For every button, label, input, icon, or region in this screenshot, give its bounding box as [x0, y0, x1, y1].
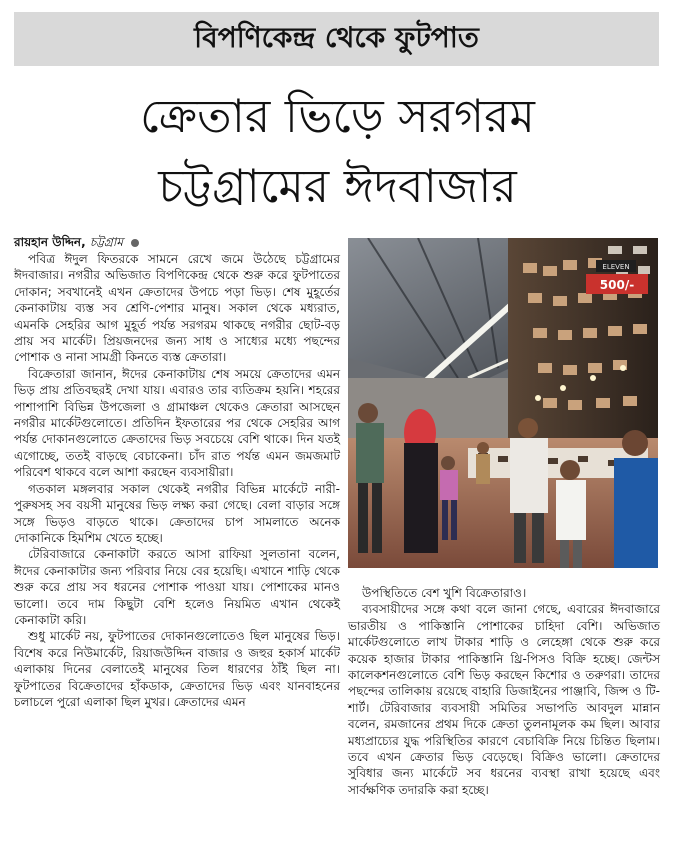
- kicker-banner: [14, 12, 659, 66]
- paragraph: গতকাল মঙ্গলবার সকাল থেকেই নগরীর বিভিন্ন মার্কেটে নারী-পুরুষসহ সব বয়সী মানুষের ভিড় লক্ষ্য করা গেছে। বেলা বাড়ার সঙ্গে সঙ্গে ভিড়ও বাড়তে থাকে। ক্রেতাদের চাপ সামলাতে অনেক দোকানিকে হিমশিম খেতে হচ্ছে।: [14, 481, 340, 545]
- article-column-2: [348, 585, 660, 798]
- article-column-1: [14, 251, 340, 710]
- paragraph: টেরিবাজারে কেনাকাটা করতে আসা রাফিয়া সুলতানা বলেন, ঈদের কেনাকাটার জন্য পরিবার নিয়ে বের হয়েছি। এখানে শাড়ি থেকে শুরু করে প্রায় সব ধরনের পোশাক পাওয়া যায়। পোশাকের মানও ভালো। তবে দাম কিছুটা বেশি হলেও নিয়মিত এখান থেকেই কেনাকাটা করি।: [14, 547, 340, 627]
- headline-line-1: ক্রেতার ভিড়ে সরগরম: [140, 89, 535, 143]
- market-photo-illustration: [348, 238, 658, 568]
- byline-bullet-icon: [131, 239, 139, 247]
- sign-brand-text: ELEVEN: [602, 263, 630, 271]
- paragraph: উপস্থিতিতে বেশ খুশি বিক্রেতারাও।: [362, 586, 527, 600]
- paragraph: বিক্রেতারা জানান, ঈদের কেনাকাটায় শেষ সময়ে ক্রেতাদের এমন ভিড় প্রায় প্রতিবছরই দেখা যায়। এবারও তার ব্যতিক্রম হয়নি। শহরের পাশাপাশি বিভিন্ন উপজেলা ও গ্রামাঞ্চল থেকেও ক্রেতারা আসছেন নগরীর মার্কেটগুলোতে। প্রতিদিন ইফতারের পর থেকে সেহরির আগ পর্যন্ত দোকানগুলোতে ক্রেতাদের ভিড় সবচেয়ে বেশি থাকে। দিন যতই এগোচ্ছে, ততই বাড়ছে বেচাকেনা। চাঁদ রাত পর্যন্ত এমন জমজমাট পরিবেশ থাকবে বলে আশা করছেন ব্যবসায়ীরা।: [14, 366, 340, 480]
- byline-place: চট্টগ্রাম: [89, 235, 124, 249]
- market-photo: [348, 238, 658, 568]
- byline-name: রায়হান উদ্দিন,: [14, 235, 86, 249]
- paragraph: ব্যবসায়ীদের সঙ্গে কথা বলে জানা গেছে, এবারের ঈদবাজারে ভারতীয় ও পাকিস্তানি পোশাকের চাহিদা বেশি। অভিজাত মার্কেটগুলোতে লাখ টাকার শাড়ি ও লেহেঙ্গা থেকে শুরু করে কয়েক হাজার টাকার পাকিস্তানি থ্রি-পিসও বিক্রি হচ্ছে। জেন্টস কালেকশনগুলোতে বেশি ভিড় করছেন কিশোর ও তরুণরা। তাদের পছন্দের তালিকায় রয়েছে বাহারি ডিজাইনের পাঞ্জাবি, জিন্স ও টি-শার্ট। টেরিবাজার ব্যবসায়ী সমিতির সভাপতি আবদুল মান্নান বলেন, রমজানের প্রথম দিকে ক্রেতা তুলনামূলক কম ছিল। আবার মধ্যপ্রাচ্যের যুদ্ধ পরিস্থিতির কারণে বেচাবিক্রি নিয়ে চিন্তিত ছিলাম। তবে এখন ক্রেতার ভিড় বেড়েছে। বিক্রিও ভালো। ক্রেতাদের সুবিধার জন্য মার্কেটে সব ধরনের ব্যবস্থা রাখা হয়েছে এবং সার্বক্ষণিক তদারকি করা হচ্ছে।: [348, 602, 660, 797]
- kicker-text: বিপণিকেন্দ্র থেকে ফুটপাত: [194, 20, 479, 54]
- price-sign-text: 500/-: [599, 278, 635, 292]
- headline-line-2: চট্টগ্রামের ঈদবাজার: [158, 159, 517, 213]
- paragraph: পবিত্র ঈদুল ফিতরকে সামনে রেখে জমে উঠেছে চট্টগ্রামের ঈদবাজার। নগরীর অভিজাত বিপণিকেন্দ্র থেকে শুরু করে ফুটপাতের দোকান; সবখানেই এখন ক্রেতাদের উপচে পড়া ভিড়। শেষ মুহূর্তের কেনাকাটায় ব্যস্ত সব শ্রেণি-পেশার মানুষ। সকাল থেকে মধ্যরাত, এমনকি সেহরির আগ মুহূর্ত পর্যন্ত সরগরম থাকছে নগরীর ছোট-বড় প্রায় সব মার্কেট। প্রিয়জনদের জন্য সাধ ও সাধ্যের মধ্যে পছন্দের পোশাক ও নানা সামগ্রী কিনতে ব্যস্ত ক্রেতারা।: [14, 252, 340, 365]
- paragraph: শুধু মার্কেট নয়, ফুটপাতের দোকানগুলোতেও ছিল মানুষের ভিড়। বিশেষ করে নিউমার্কেট, রিয়াজউদ্দিন বাজার ও জহুর হকার্স মার্কেট এলাকায় দিনের বেলাতেই মানুষের তিল ধারণের ঠাঁই ছিল না। ফুটপাতের বিক্রেতাদের হাঁকডাক, ক্রেতাদের ভিড় এবং যানবাহনের চলাচলে পুরো এলাকা ছিল মুখর। ক্রেতাদের এমন: [14, 629, 340, 709]
